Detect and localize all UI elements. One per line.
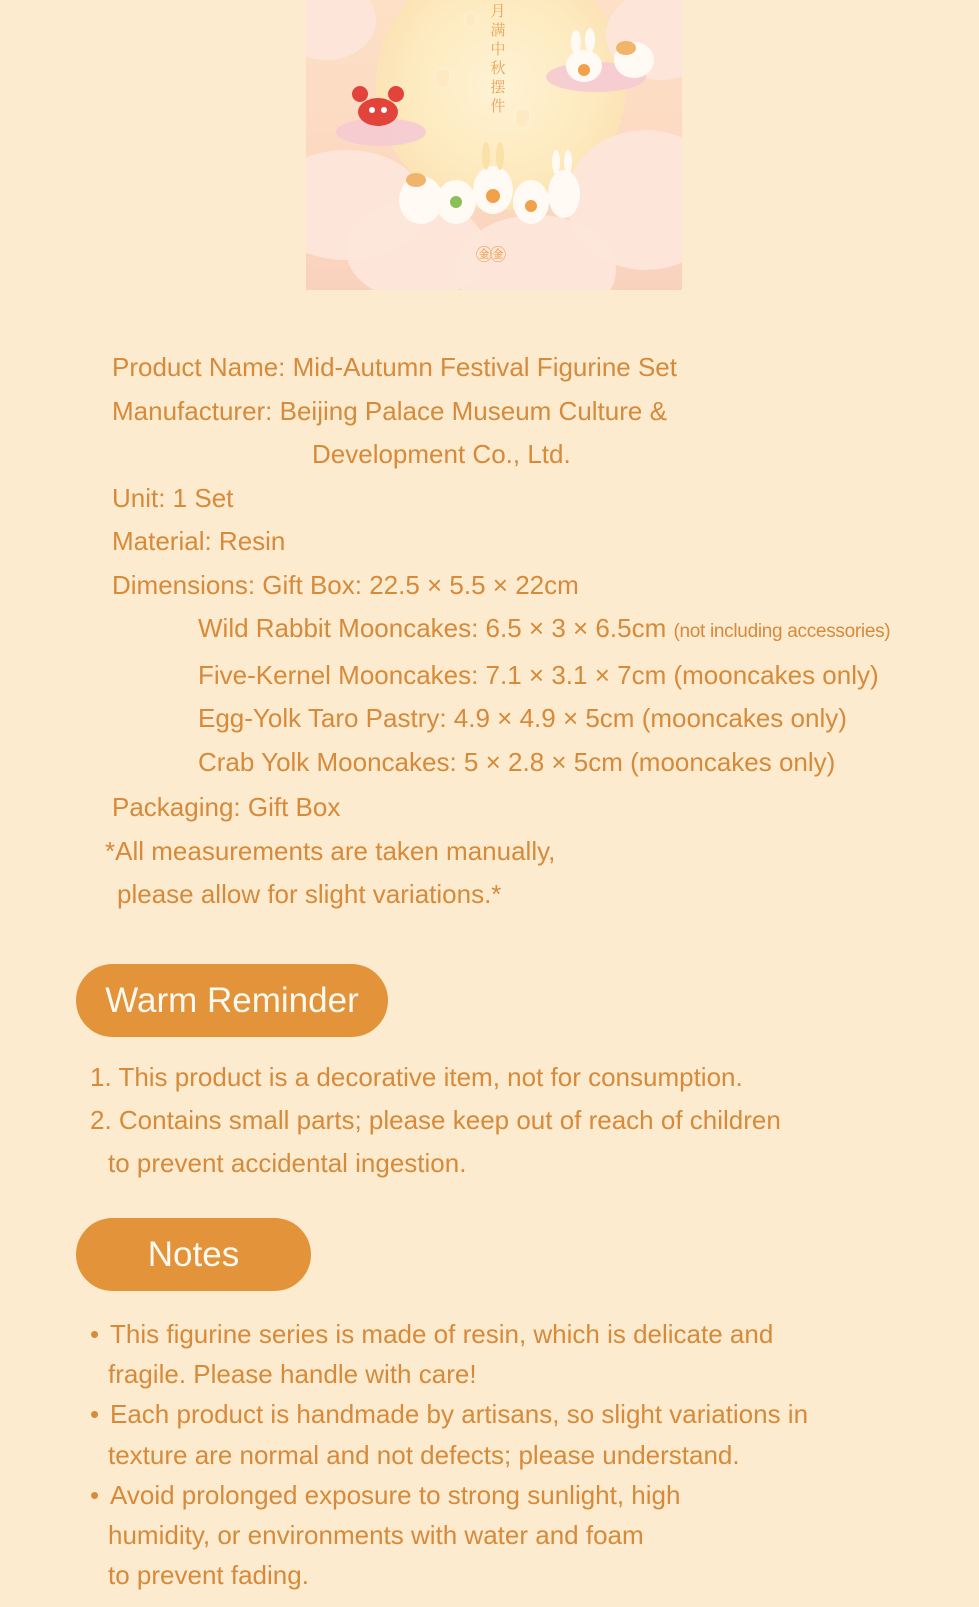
bullet-icon: • xyxy=(90,1399,100,1430)
dimension-egg-yolk: Egg-Yolk Taro Pastry: 4.9 × 4.9 × 5cm (mooncakes only) xyxy=(198,703,847,733)
notes-heading: Notes xyxy=(76,1218,311,1291)
manufacturer-continued: Development Co., Ltd. xyxy=(312,439,571,469)
note-text: Avoid prolonged exposure to strong sunlight, high xyxy=(110,1479,681,1510)
product-illustration xyxy=(306,0,682,290)
packaging: Packaging: Gift Box xyxy=(112,792,341,822)
sky-lantern xyxy=(436,70,449,87)
dimension-wild-rabbit xyxy=(112,607,890,654)
note-text-continued: to prevent fading. xyxy=(108,1560,309,1591)
unit: Unit: 1 Set xyxy=(112,482,234,513)
crab-figurine xyxy=(348,80,408,130)
product-specs xyxy=(105,346,891,917)
measurement-note-continued: please allow for slight variations.* xyxy=(117,879,502,909)
product-name: Product Name: Mid-Autumn Festival Figurine Set xyxy=(112,352,677,382)
dimension-crab-yolk: Crab Yolk Mooncakes: 5 × 2.8 × 5cm (mooncakes only) xyxy=(198,746,836,777)
reminder-item-continued: to prevent accidental ingestion. xyxy=(108,1148,467,1178)
manufacturer: Manufacturer: Beijing Palace Museum Culture & xyxy=(112,395,667,426)
note-text: Each product is handmade by artisans, so slight variations in xyxy=(110,1399,809,1430)
dimension-wild-rabbit-size: Wild Rabbit Mooncakes: 6.5 × 3 × 6.5cm xyxy=(198,613,667,643)
reminder-item: 1. This product is a decorative item, not for consumption. xyxy=(90,1062,743,1092)
material: Material: Resin xyxy=(112,526,286,556)
note-text-continued: humidity, or environments with water and foam xyxy=(108,1520,644,1551)
sky-lantern xyxy=(516,110,529,127)
bullet-icon: • xyxy=(90,1479,100,1510)
seal-icon: ㊎㊎ xyxy=(476,247,505,264)
warm-reminder-list xyxy=(90,1056,781,1185)
note-item xyxy=(90,1475,808,1515)
rabbit-figurines xyxy=(556,28,666,88)
notes-list xyxy=(90,1314,808,1595)
bullet-icon: • xyxy=(90,1319,100,1349)
note-text: This figurine series is made of resin, which is delicate and xyxy=(110,1319,774,1349)
warm-reminder-heading: Warm Reminder xyxy=(76,964,388,1037)
dimension-wild-rabbit-note: (not including accessories) xyxy=(673,621,891,642)
note-text-continued: texture are normal and not defects; please understand. xyxy=(108,1439,740,1470)
note-text-continued: fragile. Please handle with care! xyxy=(108,1359,477,1390)
dimension-five-kernel: Five-Kernel Mooncakes: 7.1 × 3.1 × 7cm (mooncakes only) xyxy=(198,659,879,690)
sky-lantern xyxy=(466,14,475,26)
dimensions: Dimensions: Gift Box: 22.5 × 5.5 × 22cm xyxy=(112,569,579,600)
reminder-item: 2. Contains small parts; please keep out of reach of children xyxy=(90,1105,781,1135)
vertical-title: 月满中秋摆件 xyxy=(490,2,506,115)
mooncake-figurine-group xyxy=(396,140,586,230)
measurement-note: *All measurements are taken manually, xyxy=(105,835,556,866)
cloud xyxy=(306,0,376,60)
note-item xyxy=(90,1314,808,1354)
note-item xyxy=(90,1394,808,1434)
